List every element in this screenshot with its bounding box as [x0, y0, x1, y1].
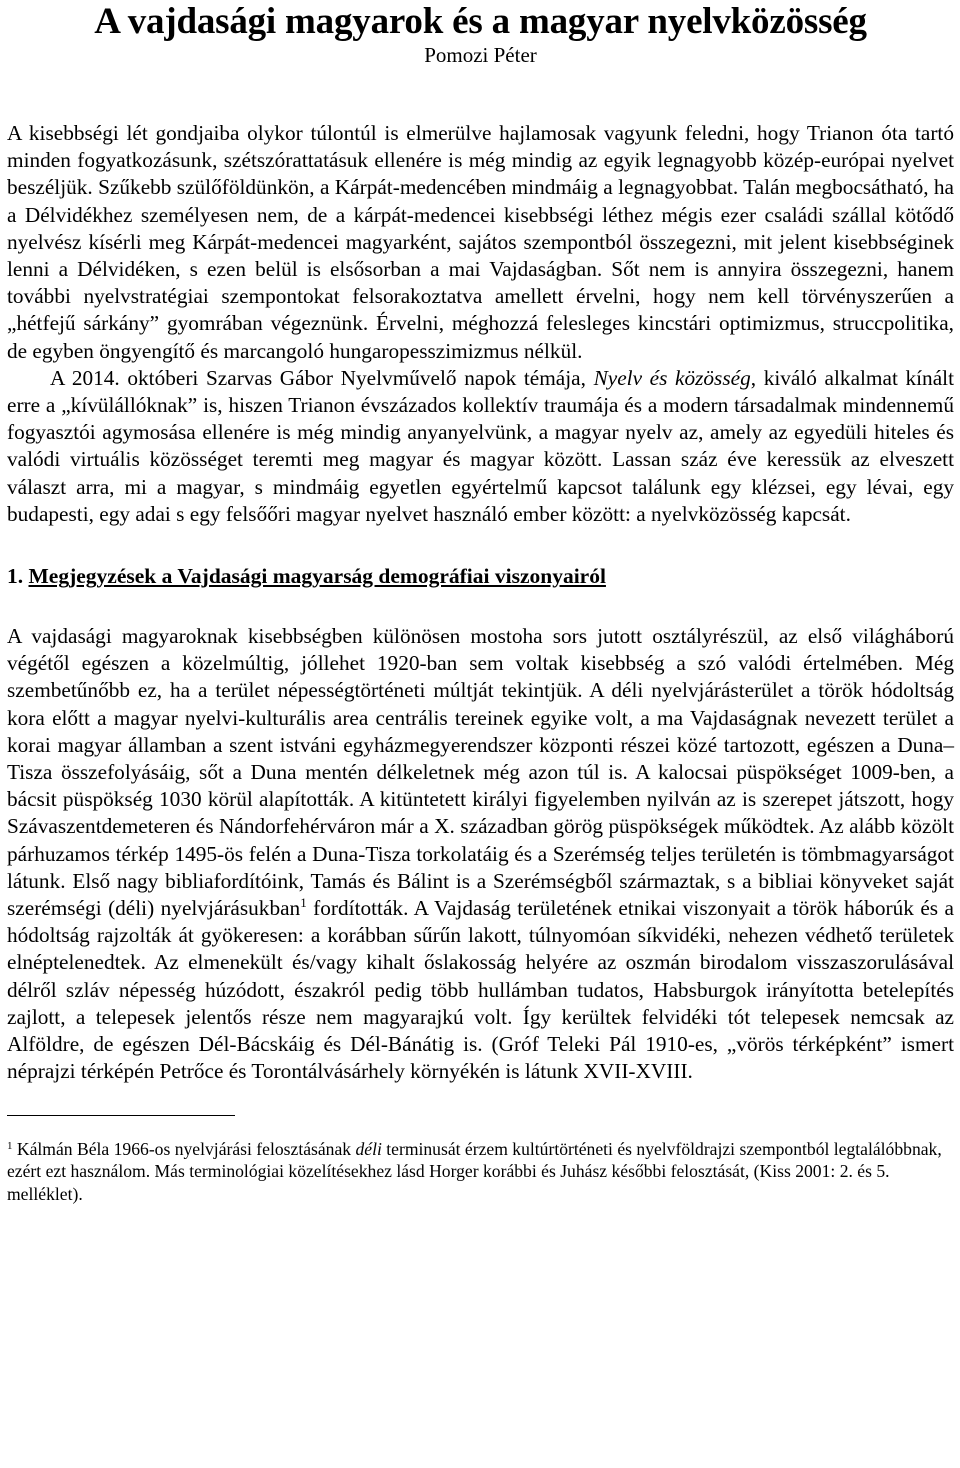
section-heading	[7, 563, 954, 590]
footnote-italic-term: déli	[355, 1138, 382, 1159]
section-number: 1.	[7, 564, 24, 589]
footnote	[7, 1138, 954, 1206]
document-body	[7, 120, 954, 1086]
footnote-marker: 1	[7, 1139, 13, 1152]
paragraph-demography-text-2: fordították. A Vajdaság területének etnikai viszonyait a török háborúk és a hódoltság rajzolták át gyökeresen: a korábban sűrűn lakott, túlnyomóan síkvidéki, nehezen védhető területek elnéptelenedtek. Az elmenekült és/vagy kihalt őslakosság helyére az oszmán birodalom visszaszorulásával délről szláv népesség húzódott, északról pedig több hullámban tudatos, Habsburgok irányította betelepítés zajlott, a telepesek jelentős része nem magyarajkú volt. Így kerültek felvidéki tót telepesek nemcsak az Alföldre, de egészen Dél-Bácskáig és Dél-Bánátig is. (Gróf Teleki Pál 1910-es, „vörös térképként” ismert néprajzi térképén Petrőce és Torontálvásárhely környékén is látunk XVII-XVIII.	[7, 896, 954, 1084]
document-page	[7, 0, 954, 1205]
author-name: Pomozi Péter	[424, 43, 537, 67]
footnote-text-1: Kálmán Béla 1966-os nyelvjárási felosztásának	[12, 1138, 356, 1159]
paragraph-demography	[7, 623, 954, 1085]
paragraph-conference-text-1: A 2014. októberi Szarvas Gábor Nyelvművelő napok témája,	[50, 365, 594, 390]
section-title: Megjegyzések a Vajdasági magyarság demográfiai viszonyairól	[28, 564, 606, 589]
paragraph-conference-text-2: , kiváló alkalmat kínált erre a „kívülállóknak” is, hiszen Trianon évszázados kollektív traumája és a modern társadalmak mindennemű fogyasztói agymosása ellenére is még mindig anyanyelvünk, a magyar nyelv az, amely az egyedüli hiteles és valódi virtuális közösséget teremti meg magyar és magyar között. Lassan száz éve keressük az elveszett választ arra, mi a magyar, s mindmáig egyetlen egyértelmű kapcsot találunk egy klézsei, egy lévai, egy budapesti, egy adai s egy felsőőri magyar nyelvet használó ember között: a nyelvközösség kapcsát.	[7, 365, 954, 526]
paragraph-conference	[7, 365, 954, 528]
paragraph-intro: A kisebbségi lét gondjaiba olykor túlontúl is elmerülve hajlamosak vagyunk feledni, hogy Trianon óta tartó minden fogyatkozásunk, szétszórattatásuk ellenére is még mindig az egyik legnagyobb közép-európai nyelvet beszéljük. Szűkebb szülőföldünkön, a Kárpát-medencében mindmáig a legnagyobbat. Talán megbocsátható, ha a Délvidékhez személyesen nem, de a kárpát-medencei kisebbségi léthez mégis ezer családi szállal kötődő nyelvész kísérli meg Kárpát-medencei magyarként, sajátos szempontból összegezni, mit jelent kisebbséginek lenni a Délvidéken, s ezen belül is elsősorban a mai Vajdaságban. Sőt nem is annyira összegezni, hanem további nyelvstratégiai szempontokat felsorakoztatva amellett érvelni, hogy nem kell törvényszerűen a „hétfejű sárkány” gyomrában végeznünk. Érvelni, méghozzá felesleges kincstári optimizmus, struccpolitika, de egyben öngyengítő és marcangoló hungaropesszimizmus nélkül.	[7, 121, 954, 363]
footnote-text-2: terminusát érzem kultúrtörténeti és nyelvföldrajzi szempontból legtalálóbbnak, ezért ezt használom. Más terminológiai közelítésekhez lásd Horger korábbi és Juhász későbbi felosztását, (Kiss 2001: 2. és 5. melléklet).	[7, 1138, 942, 1204]
footnote-divider	[7, 1115, 235, 1116]
conference-theme-italic: Nyelv és közösség	[593, 365, 751, 390]
document-title: A vajdasági magyarok és a magyar nyelvközösség	[94, 1, 867, 42]
footnote-reference[interactable]: 1	[300, 895, 307, 911]
paragraph-demography-text-1: A vajdasági magyaroknak kisebbségben különösen mostoha sors jutott osztályrészül, az első világháború végétől egészen a közelmúltig, jóllehet 1920-ban sem voltak kisebbség a szó valódi értelmében. Még szembetűnőbb ez, ha a terület népességtörténeti múltját tekintjük. A déli nyelvjárásterület a török hódoltság kora előtt a magyar nyelvi-kulturális area centrális tereinek egyike volt, a ma Vajdaságnak nevezett terület a korai magyar államban a szent istváni egyházmegyerendszer központi részei közé tartozott, egészen a Duna–Tisza összefolyásáig, sőt a Duna mentén délkeletnek még azon túl is. A kalocsai püspökséget 1009-ben, a bácsit püspökség 1030 körül alapították. A kitüntetett királyi figyelemben nyilván az is szerepet játszott, hogy Szávaszentdemeteren és Nándorfehérváron már a X. században görög püspökségek működtek. Az alább közölt párhuzamos térkép 1495-ös felén a Duna-Tisza torkolatáig és a Szerémség teljes területén is tömbmagyarságot látunk. Első nagy bibliafordítóink, Tamás és Bálint is a Szerémségből származtak, s a bibliai könyveket saját szerémségi (déli) nyelvjárásukban	[7, 624, 954, 921]
